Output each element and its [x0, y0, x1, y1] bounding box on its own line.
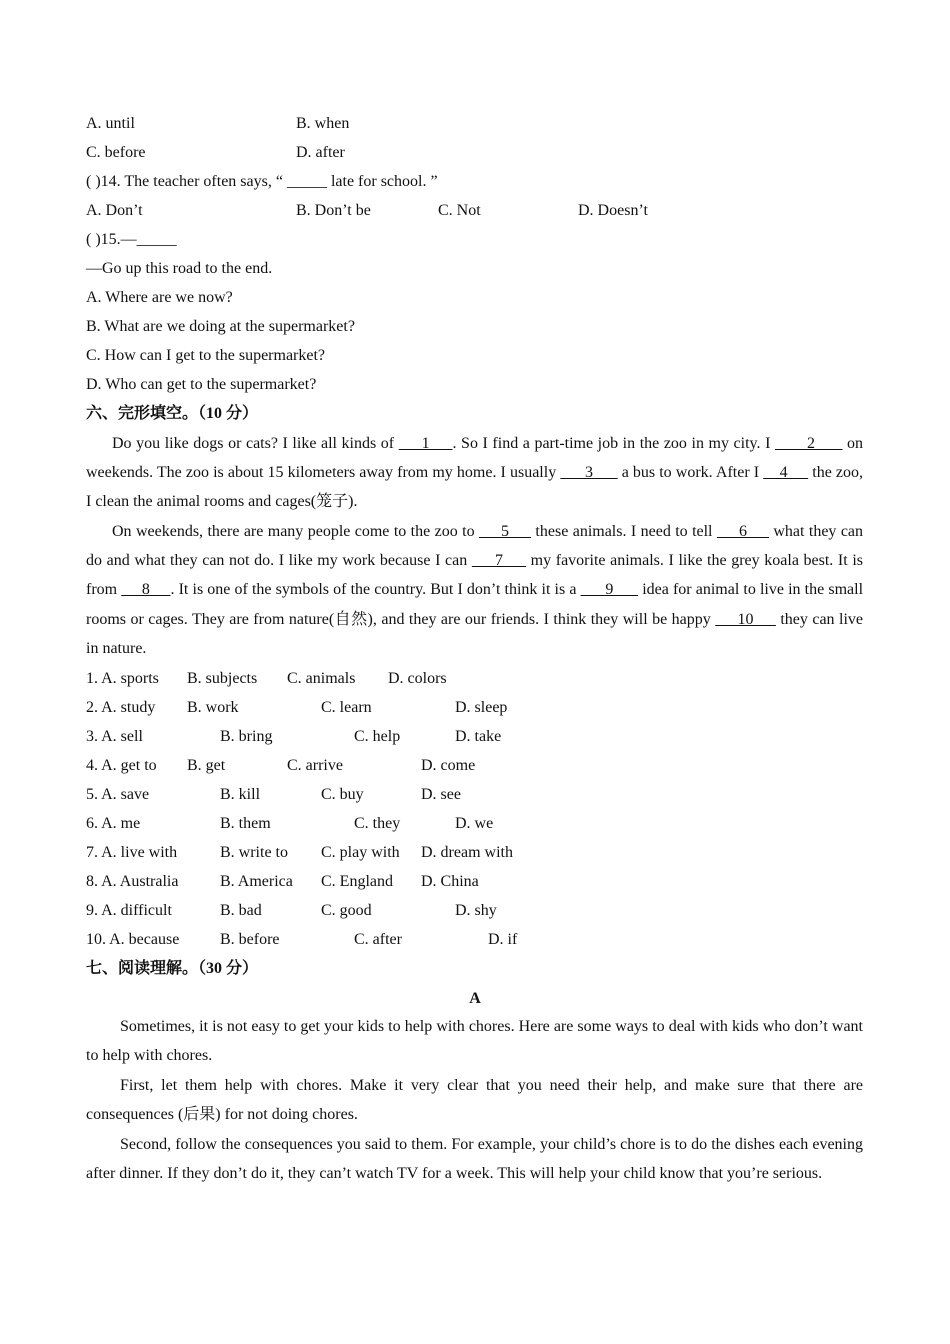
cloze-blank-7: 7	[471, 552, 527, 570]
q15-reply: —Go up this road to the end.	[86, 260, 273, 277]
cloze-blank-3: 3	[560, 464, 618, 482]
section-7-heading: 七、阅读理解。（30 分）	[86, 960, 259, 977]
cloze-blank-9: 9	[580, 581, 639, 599]
q14-option-c: C. Not	[438, 202, 481, 219]
q14-option-d: D. Doesn’t	[578, 202, 648, 219]
section-6-heading: 六、完形填空。（10 分）	[86, 405, 259, 422]
q15-option-c: C. How can I get to the supermarket?	[86, 347, 326, 364]
reading-paragraph: Second, follow the consequences you said to them. For example, your child’s chore is to do the dishes each evening after dinner. If they don’t do it, they can’t watch TV for a week. This will help your child know that you’re serious.	[86, 1136, 863, 1183]
cloze-blank-2: 2	[774, 435, 843, 452]
q15-option-b: B. What are we doing at the supermarket?	[86, 318, 355, 335]
q14-option-b: B. Don’t be	[296, 202, 371, 219]
q13-option-c: C. before	[86, 144, 146, 161]
cloze-blank-8: 8	[121, 581, 171, 599]
q15-option-d: D. Who can get to the supermarket?	[86, 376, 317, 393]
cloze-paragraph-1: Do you like dogs or cats? I like all kinds of 1 . So I find a part-time job in the zoo in my city. I 2 on weekends. The zoo is about 15 kilometers away from my home. I usually 3 a bus to work. After I 4 the zoo, I clean the animal rooms and cages(笼子).	[86, 435, 864, 511]
cloze-blank-6: 6	[716, 523, 769, 540]
cloze-blank-1: 1	[398, 435, 453, 452]
cloze-blank-5: 5	[478, 523, 532, 540]
cloze-paragraph-2: On weekends, there are many people come to the zoo to 5 these animals. I need to tell 6 what they can do and what they can not do. I like my work because I can 7 my favorite animals. I like the grey koala best. It is from 8 . It is one of the symbols of the country. But I don’t think it is a 9 idea for animal to live in the small rooms or cages. They are from nature(自然), and they are our friends. I think they will be happy 10 they can live in nature.	[86, 523, 864, 657]
q15-stem: ( )15.—_____	[86, 231, 177, 248]
cloze-blank-10: 10	[715, 610, 776, 628]
q14-stem: ( )14. The teacher often says, “ _____ late for school. ”	[86, 173, 438, 190]
q13-option-d: D. after	[296, 144, 345, 161]
reading-paragraph: Sometimes, it is not easy to get your kids to help with chores. Here are some ways to deal with kids who don’t want to help with chores.	[86, 1018, 863, 1065]
q13-option-b: B. when	[296, 115, 350, 132]
q14-option-a: A. Don’t	[86, 202, 143, 219]
passage-label: A	[469, 990, 481, 1007]
q15-option-a: A. Where are we now?	[86, 289, 233, 306]
cloze-blank-4: 4	[763, 464, 809, 482]
reading-paragraph: First, let them help with chores. Make it very clear that you need their help, and make sure that there are consequences (后果) for not doing chores.	[86, 1077, 863, 1124]
q13-option-a: A. until	[86, 115, 135, 132]
